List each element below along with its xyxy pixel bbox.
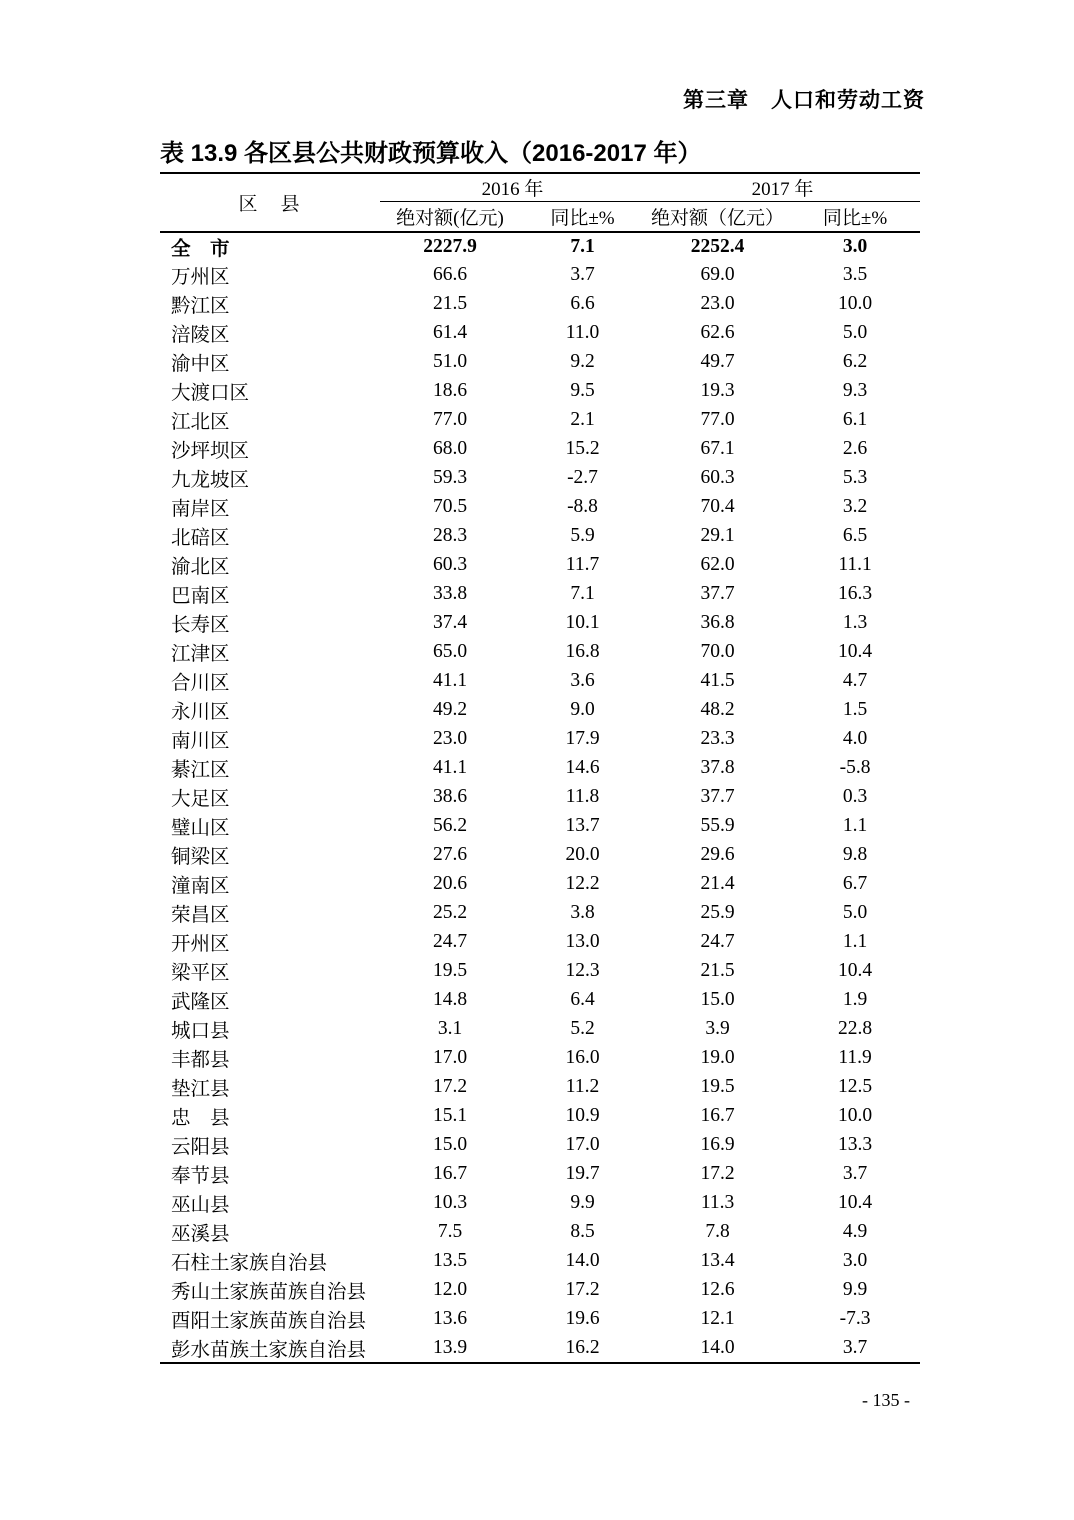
region-name-cell: 酉阳土家族苗族自治县 <box>171 1311 367 1332</box>
region-name-cell: 石柱土家族自治县 <box>171 1253 328 1274</box>
value-cell: 1.9 <box>842 989 868 1010</box>
value-cell: 51.0 <box>432 351 468 372</box>
value-cell: -7.3 <box>839 1308 871 1329</box>
value-cell: 3.6 <box>570 670 595 691</box>
table-row <box>160 377 920 406</box>
value-cell: 1.5 <box>842 699 868 720</box>
value-cell: 62.6 <box>700 322 735 343</box>
table-row <box>160 638 920 667</box>
value-cell: 12.3 <box>565 960 600 981</box>
value-cell: 66.6 <box>432 264 468 285</box>
table-row <box>160 1160 920 1189</box>
value-cell: 21.5 <box>432 293 468 314</box>
value-cell: 10.4 <box>837 641 873 662</box>
value-cell: 3.0 <box>842 1250 868 1271</box>
table-row <box>160 348 920 377</box>
table-row <box>160 1334 920 1363</box>
value-cell: 12.1 <box>700 1308 735 1329</box>
region-name-cell: 永川区 <box>171 702 230 723</box>
column-header-abs-2017: 绝对额（亿元） <box>645 202 790 232</box>
value-cell: 17.2 <box>432 1076 468 1097</box>
value-cell: 49.7 <box>700 351 735 372</box>
value-cell: 5.0 <box>842 322 868 343</box>
value-cell: 2227.9 <box>423 235 477 257</box>
value-cell: 13.5 <box>432 1250 468 1271</box>
value-cell: 17.0 <box>432 1047 468 1068</box>
region-name-cell: 綦江区 <box>171 760 230 781</box>
region-name-cell: 长寿区 <box>171 615 230 636</box>
value-cell: 12.6 <box>700 1279 735 1300</box>
value-cell: 23.0 <box>700 293 735 314</box>
value-cell: 60.3 <box>432 554 468 575</box>
value-cell: 61.4 <box>432 322 468 343</box>
value-cell: 15.0 <box>432 1134 468 1155</box>
value-cell: 23.3 <box>700 728 735 749</box>
value-cell: 7.1 <box>570 583 595 604</box>
value-cell: 3.1 <box>437 1018 463 1039</box>
value-cell: 24.7 <box>432 931 468 952</box>
value-cell: 17.9 <box>565 728 600 749</box>
region-name-cell: 江津区 <box>171 644 230 665</box>
value-cell: 36.8 <box>700 612 735 633</box>
value-cell: 49.2 <box>432 699 468 720</box>
value-cell: 13.7 <box>565 815 600 836</box>
value-cell: 5.0 <box>842 902 868 923</box>
region-name-cell: 璧山区 <box>171 818 230 839</box>
value-cell: 15.0 <box>700 989 735 1010</box>
value-cell: 3.7 <box>570 264 595 285</box>
region-name-cell: 万州区 <box>171 267 230 288</box>
region-name-cell: 南岸区 <box>171 499 230 520</box>
value-cell: 3.7 <box>842 1163 868 1184</box>
value-cell: 6.2 <box>842 351 868 372</box>
value-cell: 15.2 <box>565 438 600 459</box>
value-cell: 48.2 <box>700 699 735 720</box>
value-cell: 25.2 <box>432 902 468 923</box>
value-cell: 37.4 <box>432 612 468 633</box>
table-row <box>160 1189 920 1218</box>
value-cell: 9.8 <box>842 844 868 865</box>
table-row <box>160 1015 920 1044</box>
region-name-cell: 忠 县 <box>171 1108 230 1129</box>
value-cell: 1.1 <box>842 931 868 952</box>
table-row <box>160 899 920 928</box>
table-row <box>160 754 920 783</box>
value-cell: 19.0 <box>700 1047 735 1068</box>
value-cell: 16.7 <box>700 1105 735 1126</box>
table-row <box>160 696 920 725</box>
value-cell: 10.4 <box>837 960 873 981</box>
value-cell: 11.7 <box>565 554 600 575</box>
value-cell: 2252.4 <box>690 235 745 257</box>
region-name-cell: 彭水苗族土家族自治县 <box>171 1339 367 1361</box>
value-cell: 13.3 <box>837 1134 873 1155</box>
value-cell: 9.9 <box>570 1192 595 1213</box>
value-cell: 29.6 <box>700 844 735 865</box>
budget-revenue-table <box>160 172 920 1364</box>
value-cell: 12.0 <box>432 1279 468 1300</box>
value-cell: 9.0 <box>570 699 595 720</box>
value-cell: 37.7 <box>700 583 735 604</box>
value-cell: 7.1 <box>570 235 595 257</box>
value-cell: 0.3 <box>842 786 868 807</box>
region-name-cell: 巫溪县 <box>171 1224 230 1245</box>
value-cell: 11.8 <box>565 786 600 807</box>
value-cell: 62.0 <box>700 554 735 575</box>
table-row <box>160 580 920 609</box>
value-cell: 14.6 <box>565 757 600 778</box>
region-name-cell: 南川区 <box>171 731 230 752</box>
value-cell: 14.8 <box>432 989 468 1010</box>
region-name-cell: 秀山土家族苗族自治县 <box>171 1282 367 1303</box>
value-cell: 9.5 <box>570 380 595 401</box>
value-cell: 11.0 <box>565 322 600 343</box>
value-cell: 29.1 <box>700 525 735 546</box>
table-row <box>160 319 920 348</box>
region-name-cell: 梁平区 <box>171 963 230 984</box>
table-row <box>160 841 920 870</box>
value-cell: 20.6 <box>432 873 468 894</box>
value-cell: 11.3 <box>700 1192 735 1213</box>
value-cell: 17.2 <box>700 1163 735 1184</box>
value-cell: 10.3 <box>432 1192 468 1213</box>
column-header-region: 区 县 <box>160 173 380 232</box>
column-header-yoy-2017: 同比±% <box>790 202 920 232</box>
value-cell: -2.7 <box>567 467 598 488</box>
value-cell: 3.0 <box>842 235 868 257</box>
value-cell: 3.2 <box>842 496 868 517</box>
value-cell: 6.6 <box>570 293 595 314</box>
table-row <box>160 725 920 754</box>
value-cell: 9.9 <box>842 1279 868 1300</box>
table-row <box>160 1044 920 1073</box>
chapter-header: 第三章 人口和劳动工资 <box>683 89 925 112</box>
region-name-cell: 垫江县 <box>171 1079 230 1100</box>
value-cell: 15.1 <box>432 1105 468 1126</box>
value-cell: 55.9 <box>700 815 735 836</box>
table-row <box>160 1073 920 1102</box>
value-cell: 3.9 <box>705 1018 730 1039</box>
table-row <box>160 1276 920 1305</box>
table-row <box>160 986 920 1015</box>
table-header <box>160 173 920 232</box>
table-row <box>160 1247 920 1276</box>
value-cell: 20.0 <box>565 844 600 865</box>
value-cell: 8.5 <box>570 1221 595 1242</box>
table-row <box>160 812 920 841</box>
value-cell: 37.8 <box>700 757 735 778</box>
table-body <box>160 232 920 1363</box>
value-cell: 2.6 <box>842 438 868 459</box>
region-name-cell: 大足区 <box>171 789 230 810</box>
region-name-cell: 荣昌区 <box>171 905 230 926</box>
value-cell: 3.8 <box>570 902 595 923</box>
column-group-2016: 2016 年 <box>380 173 645 202</box>
region-name-cell: 江北区 <box>171 412 230 433</box>
value-cell: 41.1 <box>432 670 468 691</box>
value-cell: 69.0 <box>700 264 735 285</box>
value-cell: 19.5 <box>432 960 468 981</box>
table-row <box>160 1102 920 1131</box>
value-cell: 7.8 <box>705 1221 730 1242</box>
region-name-cell: 巫山县 <box>171 1195 230 1216</box>
value-cell: 65.0 <box>432 641 468 662</box>
table-row <box>160 783 920 812</box>
value-cell: 10.1 <box>565 612 600 633</box>
value-cell: 17.2 <box>565 1279 600 1300</box>
value-cell: 11.9 <box>838 1047 872 1068</box>
table-row <box>160 261 920 290</box>
region-name-cell: 渝中区 <box>171 354 230 375</box>
value-cell: -8.8 <box>567 496 598 517</box>
value-cell: 13.6 <box>432 1308 468 1329</box>
value-cell: 6.5 <box>842 525 868 546</box>
region-name-cell: 沙坪坝区 <box>171 441 250 462</box>
value-cell: 4.7 <box>842 670 868 691</box>
value-cell: 14.0 <box>565 1250 600 1271</box>
value-cell: 19.5 <box>700 1076 735 1097</box>
value-cell: 33.8 <box>432 583 468 604</box>
value-cell: 60.3 <box>700 467 735 488</box>
table-row <box>160 870 920 899</box>
region-name-cell: 北碚区 <box>171 528 230 549</box>
value-cell: 12.2 <box>565 873 600 894</box>
value-cell: 37.7 <box>700 786 735 807</box>
region-name-cell: 渝北区 <box>171 557 230 578</box>
value-cell: 7.5 <box>437 1221 463 1242</box>
table-row <box>160 464 920 493</box>
value-cell: 25.9 <box>700 902 735 923</box>
value-cell: 16.0 <box>565 1047 600 1068</box>
table-row <box>160 957 920 986</box>
value-cell: 67.1 <box>700 438 735 459</box>
region-name-cell: 云阳县 <box>171 1137 230 1158</box>
value-cell: 68.0 <box>432 438 468 459</box>
value-cell: 13.4 <box>700 1250 735 1271</box>
value-cell: 14.0 <box>700 1336 735 1358</box>
value-cell: 1.3 <box>842 612 868 633</box>
value-cell: 13.9 <box>432 1336 468 1358</box>
value-cell: -5.8 <box>839 757 871 778</box>
value-cell: 9.2 <box>570 351 595 372</box>
value-cell: 17.0 <box>565 1134 600 1155</box>
value-cell: 18.6 <box>432 380 468 401</box>
value-cell: 16.2 <box>565 1336 600 1358</box>
table-row <box>160 493 920 522</box>
table-row <box>160 290 920 319</box>
value-cell: 23.0 <box>432 728 468 749</box>
region-name-cell: 黔江区 <box>171 296 230 317</box>
table-row <box>160 928 920 957</box>
value-cell: 16.9 <box>700 1134 735 1155</box>
header-row-years <box>160 173 920 202</box>
value-cell: 22.8 <box>837 1018 873 1039</box>
value-cell: 6.1 <box>842 409 868 430</box>
column-header-yoy-2016: 同比±% <box>520 202 645 232</box>
value-cell: 21.4 <box>700 873 735 894</box>
value-cell: 6.4 <box>570 989 595 1010</box>
value-cell: 59.3 <box>432 467 468 488</box>
value-cell: 19.6 <box>565 1308 600 1329</box>
region-name-cell: 武隆区 <box>171 992 230 1013</box>
region-name-cell: 合川区 <box>171 673 230 694</box>
column-header-abs-2016: 绝对额(亿元) <box>380 202 520 232</box>
region-name-cell: 涪陵区 <box>171 325 230 346</box>
region-name-cell: 大渡口区 <box>171 383 250 404</box>
value-cell: 70.4 <box>700 496 735 517</box>
value-cell: 5.3 <box>842 467 868 488</box>
value-cell: 77.0 <box>432 409 468 430</box>
value-cell: 4.9 <box>842 1221 868 1242</box>
table-row <box>160 609 920 638</box>
value-cell: 16.8 <box>565 641 600 662</box>
region-name-cell: 铜梁区 <box>171 847 230 868</box>
value-cell: 4.0 <box>842 728 868 749</box>
table-row <box>160 435 920 464</box>
table-row <box>160 1218 920 1247</box>
table-row <box>160 667 920 696</box>
table-row <box>160 1305 920 1334</box>
value-cell: 10.9 <box>565 1105 600 1126</box>
region-name-cell: 全 市 <box>171 238 230 260</box>
value-cell: 12.5 <box>837 1076 873 1097</box>
table-row <box>160 406 920 435</box>
value-cell: 6.7 <box>842 873 868 894</box>
value-cell: 38.6 <box>432 786 468 807</box>
value-cell: 28.3 <box>432 525 468 546</box>
value-cell: 11.2 <box>565 1076 600 1097</box>
value-cell: 56.2 <box>432 815 468 836</box>
region-name-cell: 丰都县 <box>171 1050 230 1071</box>
table-row <box>160 232 920 261</box>
table-row <box>160 1131 920 1160</box>
value-cell: 11.1 <box>838 554 872 575</box>
value-cell: 3.7 <box>842 1336 868 1358</box>
value-cell: 10.4 <box>837 1192 873 1213</box>
value-cell: 41.5 <box>700 670 735 691</box>
region-name-cell: 潼南区 <box>171 876 230 897</box>
value-cell: 27.6 <box>432 844 468 865</box>
column-group-2017: 2017 年 <box>645 173 920 202</box>
value-cell: 70.0 <box>700 641 735 662</box>
value-cell: 19.3 <box>700 380 735 401</box>
region-name-cell: 奉节县 <box>171 1166 230 1187</box>
value-cell: 16.3 <box>837 583 873 604</box>
value-cell: 13.0 <box>565 931 600 952</box>
value-cell: 70.5 <box>432 496 468 517</box>
region-name-cell: 城口县 <box>171 1021 230 1042</box>
value-cell: 41.1 <box>432 757 468 778</box>
value-cell: 5.2 <box>570 1018 595 1039</box>
table-row <box>160 522 920 551</box>
table-title: 表 13.9 各区县公共财政预算收入（2016-2017 年） <box>160 140 702 167</box>
value-cell: 10.0 <box>837 1105 873 1126</box>
value-cell: 9.3 <box>842 380 868 401</box>
value-cell: 2.1 <box>570 409 595 430</box>
value-cell: 77.0 <box>700 409 735 430</box>
region-name-cell: 开州区 <box>171 934 230 955</box>
value-cell: 19.7 <box>565 1163 600 1184</box>
page-number: - 135 - <box>862 1390 910 1410</box>
value-cell: 10.0 <box>837 293 873 314</box>
value-cell: 3.5 <box>842 264 868 285</box>
value-cell: 24.7 <box>700 931 735 952</box>
region-name-cell: 巴南区 <box>171 586 230 607</box>
table-container <box>160 172 920 1364</box>
value-cell: 21.5 <box>700 960 735 981</box>
value-cell: 1.1 <box>842 815 868 836</box>
region-name-cell: 九龙坡区 <box>171 470 250 491</box>
value-cell: 16.7 <box>432 1163 468 1184</box>
value-cell: 5.9 <box>570 525 595 546</box>
table-row <box>160 551 920 580</box>
